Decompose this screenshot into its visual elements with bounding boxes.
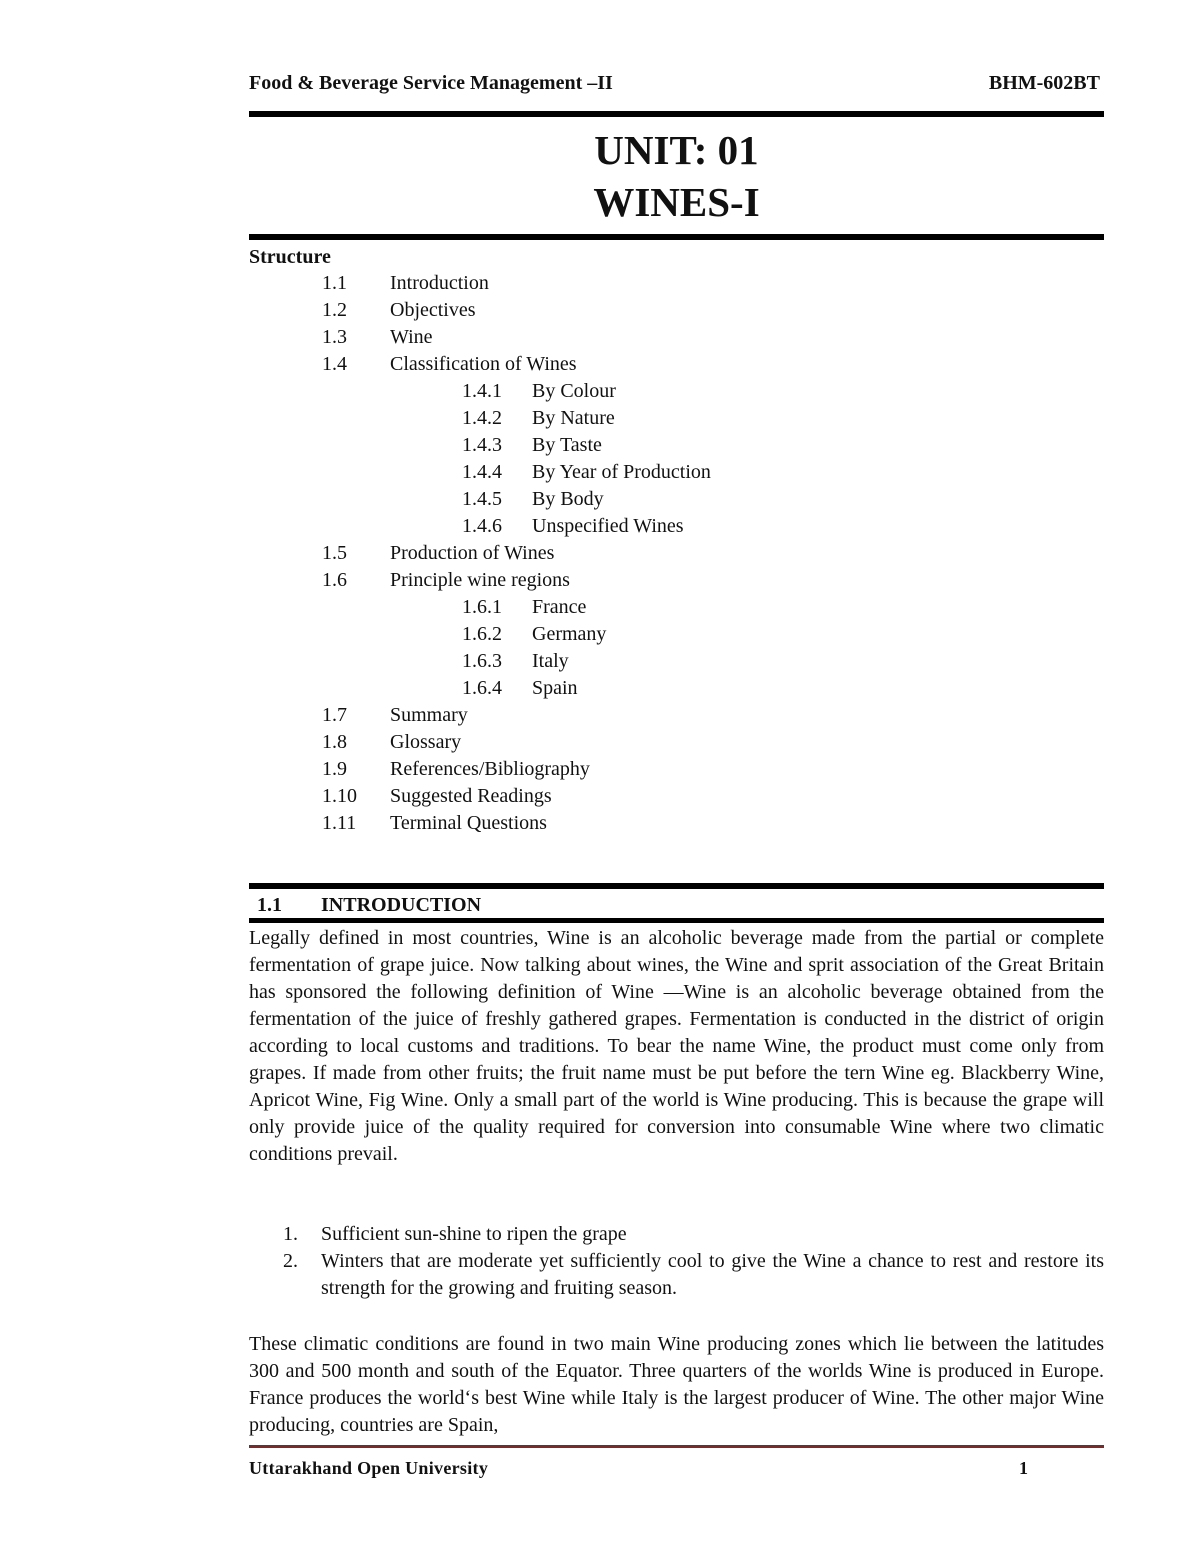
- structure-item: [249, 459, 1104, 486]
- structure-item-title: Wine: [390, 326, 433, 348]
- structure-item-title: Glossary: [390, 731, 462, 753]
- list-item: [249, 1248, 1104, 1302]
- section-rule-top: [249, 883, 1104, 889]
- document-page: [249, 0, 1104, 1553]
- structure-item: [249, 810, 1104, 837]
- structure-item-number: 1.8: [322, 731, 347, 753]
- unit-name: WINES-I: [593, 179, 760, 225]
- structure-item-number: 1.10: [322, 785, 357, 807]
- structure-item: [249, 270, 1104, 297]
- conditions-list: [249, 1221, 1104, 1302]
- list-item-marker: 2.: [283, 1250, 298, 1272]
- section-rule-bottom: [249, 918, 1104, 923]
- structure-item-number: 1.1: [322, 272, 347, 294]
- structure-item-title: Classification of Wines: [390, 353, 577, 375]
- footer-university: Uttarakhand Open University: [249, 1458, 489, 1478]
- structure-item-number: 1.3: [322, 326, 347, 348]
- structure-item-title: By Year of Production: [532, 461, 711, 483]
- structure-item: [249, 324, 1104, 351]
- structure-item-number: 1.11: [322, 812, 357, 834]
- structure-item-title: By Nature: [532, 407, 615, 429]
- list-item-text: Winters that are moderate yet sufficiently cool to give the Wine a chance to rest and restore its strength for the growing and fruiting season.: [321, 1250, 1104, 1299]
- structure-item-number: 1.2: [322, 299, 347, 321]
- unit-number: UNIT: 01: [594, 127, 759, 173]
- page-footer: [249, 1458, 1104, 1484]
- climate-paragraph: These climatic conditions are found in two main Wine producing zones which lie between the latitudes 300 and 500 month and south of the Equator. Three quarters of the worlds Wine is produced in Europe. France produces the world‘s best Wine while Italy is the largest producer of Wine. The other major Wine producing, countries are Spain,: [249, 1333, 1104, 1436]
- structure-label: Structure: [249, 246, 331, 268]
- section-number: 1.1: [257, 894, 282, 916]
- structure-item: [249, 405, 1104, 432]
- structure-item: [249, 648, 1104, 675]
- structure-item-number: 1.6.1: [462, 596, 502, 618]
- structure-item: [249, 432, 1104, 459]
- running-header: [249, 72, 1104, 100]
- structure-item: [249, 513, 1104, 540]
- structure-list: [249, 270, 1104, 837]
- structure-item: [249, 756, 1104, 783]
- structure-item-title: By Colour: [532, 380, 616, 402]
- structure-item-number: 1.4.1: [462, 380, 502, 402]
- section-title: INTRODUCTION: [321, 894, 482, 916]
- structure-item-number: 1.4.5: [462, 488, 502, 510]
- structure-item-title: Unspecified Wines: [532, 515, 684, 537]
- header-rule: [249, 111, 1104, 117]
- structure-item: [249, 567, 1104, 594]
- list-item-marker: 1.: [283, 1223, 298, 1245]
- structure-item-number: 1.6.3: [462, 650, 502, 672]
- structure-item-title: Objectives: [390, 299, 476, 321]
- structure-item-number: 1.4.2: [462, 407, 502, 429]
- structure-item: [249, 378, 1104, 405]
- structure-item: [249, 675, 1104, 702]
- structure-item: [249, 594, 1104, 621]
- structure-item-title: Italy: [532, 650, 569, 672]
- structure-item: [249, 783, 1104, 810]
- structure-item-number: 1.4.6: [462, 515, 502, 537]
- structure-item: [249, 351, 1104, 378]
- intro-paragraph: Legally defined in most countries, Wine is an alcoholic beverage made from the partial or complete fermentation of grape juice. Now talking about wines, the Wine and sprit association of the Great Britain has sponsored the following definition of Wine ―Wine is an alcoholic beverage obtained from the fermentation of the juice of freshly gathered grapes. Fermentation is conducted in the district of origin according to local customs and traditions. To bear the name Wine, the product must come only from grapes. If made from other fruits; the fruit name must be put before the tern Wine eg. Blackberry Wine, Apricot Wine, Fig Wine. Only a small part of the world is Wine producing. This is because the grape will only provide juice of the quality required for conversion into consumable Wine where two climatic conditions prevail.: [249, 927, 1104, 1165]
- structure-item-title: By Taste: [532, 434, 602, 456]
- section-heading: [249, 891, 1104, 919]
- structure-item-number: 1.6.2: [462, 623, 502, 645]
- structure-item-title: Production of Wines: [390, 542, 555, 564]
- unit-title: [249, 124, 1104, 228]
- structure-item-title: By Body: [532, 488, 604, 510]
- structure-item-title: Introduction: [390, 272, 489, 294]
- structure-item-title: Germany: [532, 623, 607, 645]
- structure-item: [249, 729, 1104, 756]
- header-course-code: BHM-602BT: [988, 72, 1100, 94]
- structure-section: [249, 244, 1104, 837]
- page-number: 1: [1019, 1458, 1028, 1478]
- structure-item-title: France: [532, 596, 587, 618]
- structure-item-title: Terminal Questions: [390, 812, 547, 834]
- structure-item-title: Summary: [390, 704, 468, 726]
- structure-item: [249, 297, 1104, 324]
- structure-item-title: Suggested Readings: [390, 785, 552, 807]
- structure-item: [249, 702, 1104, 729]
- structure-item-title: Spain: [532, 677, 578, 699]
- list-item-text: Sufficient sun-shine to ripen the grape: [321, 1223, 627, 1245]
- structure-item-number: 1.7: [322, 704, 347, 726]
- structure-item: [249, 621, 1104, 648]
- structure-item-number: 1.4.3: [462, 434, 502, 456]
- structure-item-number: 1.5: [322, 542, 347, 564]
- header-course-title: Food & Beverage Service Management –II: [249, 72, 613, 94]
- list-item: [249, 1221, 1104, 1248]
- structure-item-number: 1.9: [322, 758, 347, 780]
- structure-item-number: 1.6.4: [462, 677, 502, 699]
- title-rule: [249, 234, 1104, 240]
- structure-item-number: 1.4: [322, 353, 347, 375]
- structure-item: [249, 486, 1104, 513]
- structure-item-number: 1.4.4: [462, 461, 502, 483]
- structure-item: [249, 540, 1104, 567]
- structure-item-number: 1.6: [322, 569, 347, 591]
- structure-item-title: References/Bibliography: [390, 758, 590, 780]
- footer-rule: [249, 1445, 1104, 1448]
- structure-item-title: Principle wine regions: [390, 569, 570, 591]
